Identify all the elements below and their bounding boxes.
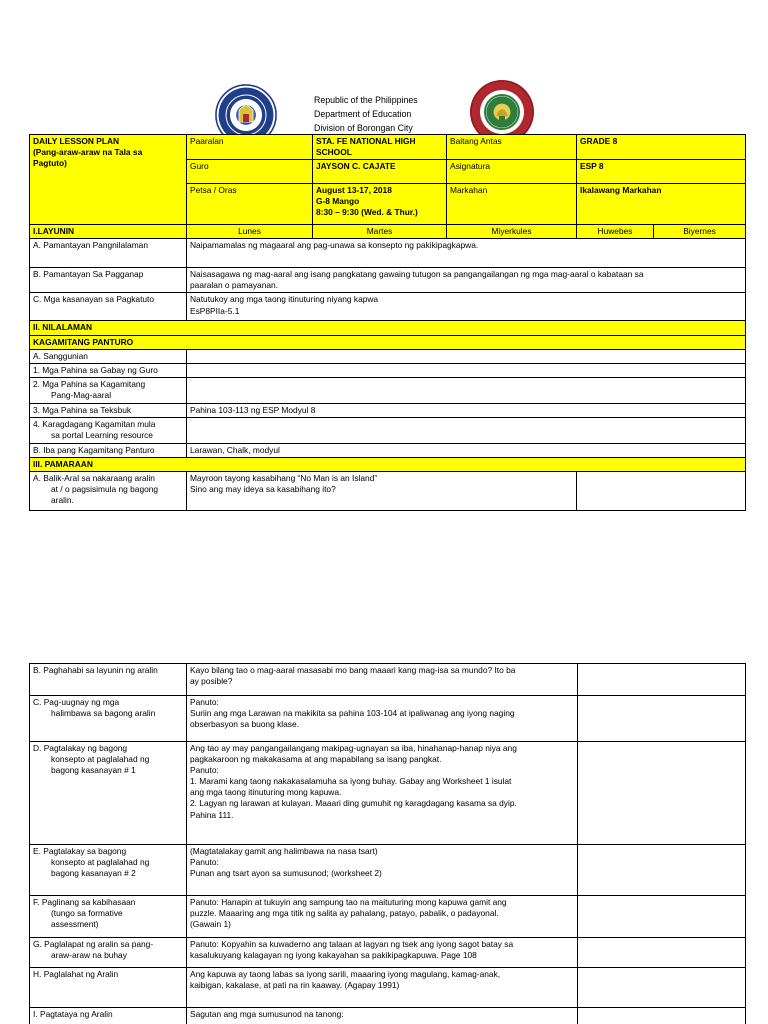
row-label-pagtalakay-1	[30, 742, 187, 845]
label-line: aralin.	[51, 495, 74, 506]
row-content-pagtalakay-2	[187, 845, 578, 896]
date-value	[313, 184, 447, 225]
label-line: C. Pag-uugnay ng mga	[33, 697, 120, 707]
content-line: Natutukoy ang mga taong itinuturing niyang kapwa	[190, 294, 379, 305]
section-kagamitang-panturo: KAGAMITANG PANTURO	[30, 335, 746, 349]
content-line: Pahina 103-113 ng ESP Modyul 8	[190, 404, 316, 415]
day-huwebes: Huwebes	[577, 225, 654, 239]
subject-value: ESP 8	[577, 160, 746, 184]
row-label-kasanayan: C. Mga kasanayan sa Pagkatuto	[30, 293, 187, 321]
row-content-sanggunian	[187, 349, 746, 363]
row-label-pagtataya	[30, 1008, 187, 1024]
row-blank-pag-uugnay	[578, 696, 746, 742]
grade-label: Baitang Antas	[447, 135, 577, 160]
row-content-iba-pang-kagamitan	[187, 443, 746, 457]
time-line: 8:30 – 9:30 (Wed. & Thur.)	[316, 207, 418, 218]
label-line: 2. Mga Pahina sa Kagamitang	[33, 378, 146, 389]
row-content-pag-uugnay	[187, 696, 578, 742]
content-line: ay posible?	[190, 676, 233, 687]
content-line: EsP8PIIa-5.1	[190, 305, 240, 316]
content-line: (Magtatalakay gamit ang halimbawa na nasa tsart)	[190, 846, 378, 856]
label-line: Pang-Mag-aaral	[51, 389, 112, 400]
dlp-subtitle-line-1: (Pang-araw-araw na Tala sa	[33, 147, 143, 158]
label-line: D. Pagtalakay ng bagong	[33, 743, 128, 753]
content-line: Punan ang tsart ayon sa sumusunod; (worksheet 2)	[190, 868, 382, 879]
date-line: August 13-17, 2018	[316, 185, 392, 196]
content-line: ang mga taong itinuturing mong kapuwa.	[190, 787, 342, 798]
label-line: E. Pagtalakay sa bagong	[33, 846, 127, 856]
row-content-paghahabi	[187, 664, 578, 696]
row-label-pag-uugnay	[30, 696, 187, 742]
content-line: paaralan o pamayanan.	[190, 280, 279, 291]
label-line: A. Balik-Aral sa nakaraang aralin	[33, 473, 155, 484]
teacher-label: Guro	[187, 160, 313, 184]
content-line: puzzle. Maaaring ang mga titik ng salita ay pahalang, patayo, pabalik, o padayonal.	[190, 908, 499, 919]
date-label: Petsa / Oras	[187, 184, 313, 225]
content-line: (Gawain 1)	[190, 919, 231, 930]
label-line: B. Paghahabi sa layunin ng aralin	[33, 665, 158, 675]
content-line: Mayroon tayong kasabihang “No Man is an Island”	[190, 473, 378, 484]
row-content-balik-aral	[187, 472, 577, 511]
content-line: Panuto:	[190, 697, 219, 707]
content-line: Sagutan ang mga sumusunod na tanong:	[190, 1009, 344, 1019]
label-line: bagong kasanayan # 1	[51, 765, 136, 776]
row-blank-balik-aral	[577, 472, 746, 511]
content-line: Panuto:	[190, 857, 219, 868]
label-line: konsepto at paglalahad ng	[51, 857, 150, 868]
content-line: Ang kapuwa ay taong labas sa iyong sarili, maaaring iyong magulang, kamag-anak,	[190, 969, 501, 979]
label-line: at / o pagsisimula ng bagong	[51, 484, 159, 495]
row-label-paglalapat	[30, 938, 187, 968]
row-label-balik-aral	[30, 472, 187, 511]
school-label: Paaralan	[187, 135, 313, 160]
header-line-republic: Republic of the Philippines	[314, 95, 418, 105]
section-layunin: I.LAYUNIN	[30, 225, 187, 239]
label-line: (tungo sa formative	[51, 908, 123, 919]
row-content-pagtalakay-1	[187, 742, 578, 845]
label-line: bagong kasanayan # 2	[51, 868, 136, 879]
content-line: Suriin ang mga Larawan na makikita sa pahina 103-104 at ipaliwanag ang iyong naging	[190, 708, 515, 719]
section-pamaraan: III. PAMARAAN	[30, 458, 746, 472]
row-content-pagtataya	[187, 1008, 578, 1024]
row-blank-paglalapat	[578, 938, 746, 968]
label-line: 4. Karagdagang Kagamitan mula	[33, 418, 156, 429]
label-line: G. Paglalapat ng aralin sa pang-	[33, 939, 154, 949]
lesson-plan-table-page-1	[29, 134, 746, 511]
row-label-karagdagang-kagamitan	[30, 417, 187, 443]
row-content-paglinang	[187, 896, 578, 938]
section-line: G-8 Mango	[316, 196, 360, 207]
row-label-gabay-ng-guro: 1. Mga Pahina sa Gabay ng Guro	[30, 363, 187, 377]
section-nilalaman: II. NILALAMAN	[30, 321, 746, 335]
header-line-division: Division of Borongan City	[314, 123, 413, 133]
row-content-gabay-ng-guro	[187, 363, 746, 377]
content-line: 2. Lagyan ng larawan at kulayan. Maaari ding gumuhit ng karagdagang kasama sa dyip.	[190, 798, 517, 809]
row-label-pagtalakay-2	[30, 845, 187, 896]
quarter-label: Markahan	[447, 184, 577, 225]
row-label-iba-pang-kagamitan: B. Iba pang Kagamitang Panturo	[30, 443, 187, 457]
content-line: kasalukuyang kalagayan ng iyong kakayahan sa pakikipagkapuwa. Page 108	[190, 950, 477, 961]
content-line: Ang tao ay may pangangailangang makipag-ugnayan sa iba, hinahanap-hanap niya ang	[190, 743, 517, 753]
dlp-title-cell	[30, 135, 187, 225]
row-label-sanggunian: A. Sanggunian	[30, 349, 187, 363]
row-label-pamantayan-pangnilalaman: A. Pamantayan Pangnilalaman	[30, 239, 187, 268]
row-label-teksbuk: 3. Mga Pahina sa Teksbuk	[30, 403, 187, 417]
label-line: halimbawa sa bagong aralin	[51, 708, 156, 719]
content-line: pagkakaroon ng makakasama at ang mapabilang sa isang pangkat.	[190, 754, 442, 765]
content-line: Naisasagawa ng mag-aaral ang isang pangkatang gawaing tutugon sa pangangailangan ng mga mag-aaral o kabataan sa	[190, 269, 644, 280]
content-line: obserbasyon sa buong klase.	[190, 719, 299, 730]
content-line: Panuto:	[190, 765, 219, 776]
label-line: assessment)	[51, 919, 99, 930]
row-label-paglalahat	[30, 968, 187, 1008]
content-line: Naipamamalas ng magaaral ang pag-unawa sa konsepto ng pakikipagkapwa.	[190, 240, 479, 251]
header-text-block	[314, 93, 474, 135]
row-content-pamantayan-pagganap	[187, 268, 746, 293]
row-content-kagamitang-mag-aaral	[187, 377, 746, 403]
label-line: konsepto at paglalahad ng	[51, 754, 150, 765]
row-content-kasanayan	[187, 293, 746, 321]
row-content-pamantayan-pangnilalaman	[187, 239, 746, 268]
row-blank-pagtataya	[578, 1008, 746, 1024]
content-line: Kayo bilang tao o mag-aaral masasabi mo bang maaari kang mag-isa sa mundo? Ito ba	[190, 665, 516, 675]
content-line: Sino ang may ideya sa kasabihang ito?	[190, 484, 336, 495]
row-label-paglinang	[30, 896, 187, 938]
row-blank-pagtalakay-1	[578, 742, 746, 845]
row-content-teksbuk	[187, 403, 746, 417]
grade-value: GRADE 8	[577, 135, 746, 160]
content-line: Pahina 111.	[190, 809, 234, 820]
content-line: Panuto: Kopyahin sa kuwaderno ang talaan at lagyan ng tsek ang iyong sagot batay sa	[190, 939, 514, 949]
day-miyerkules: Miyerkules	[447, 225, 577, 239]
row-content-paglalapat	[187, 938, 578, 968]
row-content-karagdagang-kagamitan	[187, 417, 746, 443]
row-content-paglalahat	[187, 968, 578, 1008]
row-blank-pagtalakay-2	[578, 845, 746, 896]
dlp-subtitle-line-2: Pagtuto)	[33, 158, 67, 169]
row-label-pamantayan-pagganap: B. Pamantayan Sa Pagganap	[30, 268, 187, 293]
quarter-value: Ikalawang Markahan	[577, 184, 746, 225]
label-line: H. Paglalahat ng Aralin	[33, 969, 119, 979]
subject-label: Asignatura	[447, 160, 577, 184]
content-line: 1. Marami kang taong nakakasalamuha sa iyong buhay. Gabay ang Worksheet 1 isulat	[190, 776, 512, 787]
content-line: Larawan, Chalk, modyul	[190, 444, 280, 455]
row-label-paghahabi	[30, 664, 187, 696]
content-line: kaibigan, kakalase, at pati na rin kaaway. (Agapay 1991)	[190, 980, 400, 991]
row-blank-paghahabi	[578, 664, 746, 696]
teacher-value: JAYSON C. CAJATE	[313, 160, 447, 184]
day-martes: Martes	[313, 225, 447, 239]
dlp-title-line: DAILY LESSON PLAN	[33, 136, 120, 146]
day-lunes: Lunes	[187, 225, 313, 239]
row-blank-paglalahat	[578, 968, 746, 1008]
header-line-department: Department of Education	[314, 109, 412, 119]
label-line: F. Paglinang sa kabihasaan	[33, 897, 136, 907]
label-line: I. Pagtataya ng Aralin	[33, 1009, 113, 1019]
row-blank-paglinang	[578, 896, 746, 938]
label-line: sa portal Learning resource	[51, 430, 153, 441]
lesson-plan-table-page-2	[29, 663, 746, 1024]
day-biyernes: Biyernes	[654, 225, 746, 239]
row-label-kagamitang-mag-aaral	[30, 377, 187, 403]
content-line: Panuto: Hanapin at tukuyin ang sampung tao na maituturing mong kapuwa gamit ang	[190, 897, 507, 907]
school-value: STA. FE NATIONAL HIGH SCHOOL	[313, 135, 447, 160]
label-line: araw-araw na buhay	[51, 950, 127, 961]
